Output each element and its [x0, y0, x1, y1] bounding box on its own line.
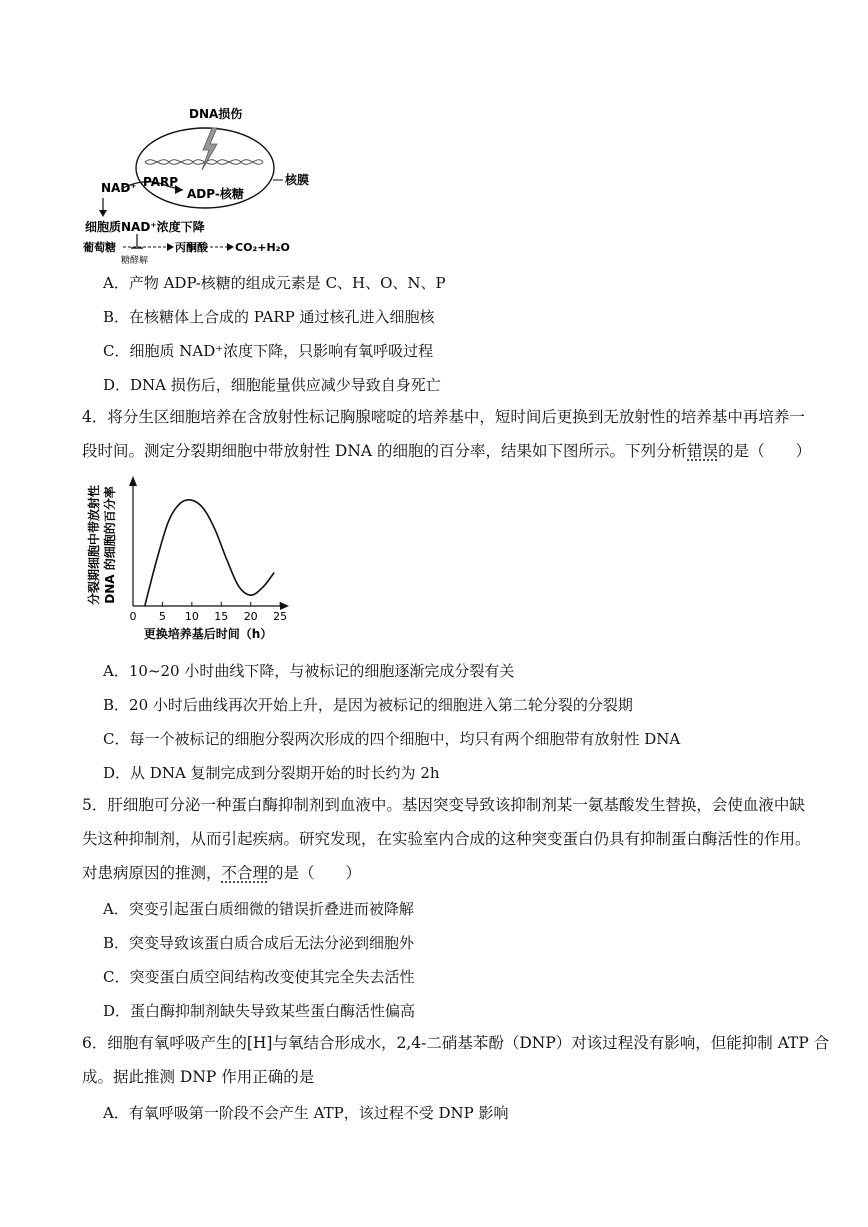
q4-emphasis: 错误	[687, 442, 719, 460]
x-tick-label: 25	[273, 610, 288, 623]
x-tick-label: 10	[184, 610, 199, 623]
q5-stem-line2: 失这种抑制剂，从而引起疾病。研究发现，在实验室内合成的这种突变蛋白仍具有抑制蛋白酶活性的作用。	[82, 830, 811, 848]
pyruvate-label: 丙酮酸	[175, 241, 208, 254]
adp-ribose-label: ADP-核糖	[187, 187, 244, 201]
q4-option-a: A．10~20 小时曲线下降，与被标记的细胞逐渐完成分裂有关	[103, 662, 515, 680]
q3-option-c: C．细胞质 NAD⁺浓度下降，只影响有氧呼吸过程	[103, 342, 434, 360]
x-tick-label: 0	[129, 610, 137, 623]
q5-option-b: B．突变导致该蛋白质合成后无法分泌到细胞外	[103, 934, 415, 952]
y-axis-arrow	[129, 476, 137, 486]
q4-stem-line1: 4．将分生区细胞培养在含放射性标记胸腺嘧啶的培养基中，短时间后更换到无放射性的培养基中再培养一	[82, 408, 805, 426]
chart-ylabel-line2: DNA 的细胞的百分率	[103, 486, 117, 604]
dna-damage-label: DNA损伤	[189, 107, 243, 121]
q6-stem-line2: 成。据此推测 DNP 作用正确的是	[82, 1068, 315, 1086]
chart-xlabel: 更换培养基后时间（h）	[143, 627, 273, 641]
x-tick-label: 15	[214, 610, 229, 623]
parp-label: PARP	[143, 175, 179, 189]
q3-option-b: B．在核糖体上合成的 PARP 通过核孔进入细胞核	[103, 308, 435, 326]
glycolysis-label: 糖酵解	[121, 256, 149, 266]
q6-stem-line1: 6．细胞有氧呼吸产生的[H]与氧结合形成水，2,4-二硝基苯酚（DNP）对该过程没有影响，但能抑制 ATP 合	[82, 1034, 830, 1052]
chart-ylabel-line1: 分裂期细胞中带放射性	[87, 484, 101, 606]
x-axis-arrow	[280, 602, 289, 610]
q4-option-d: D．从 DNA 复制完成到分裂期开始的时长约为 2h	[103, 764, 440, 782]
q5-stem-line3: 对患病原因的推测，不合理的是（ ）	[82, 864, 362, 882]
nad-label: NAD⁺	[101, 181, 137, 195]
q4-option-b: B．20 小时后曲线再次开始上升，是因为被标记的细胞进入第二轮分裂的分裂期	[103, 696, 633, 714]
q4-option-c: C．每一个被标记的细胞分裂两次形成的四个细胞中，均只有两个细胞带有放射性 DNA	[103, 730, 681, 748]
x-tick-label: 5	[158, 610, 166, 623]
products-label: CO₂+H₂O	[235, 241, 290, 254]
parp-pathway-diagram	[83, 100, 355, 266]
glucose-label: 葡萄糖	[83, 241, 116, 254]
q5-option-d: D．蛋白酶抑制剂缺失导致某些蛋白酶活性偏高	[103, 1002, 416, 1020]
q4-stem-line2: 段时间。测定分裂期细胞中带放射性 DNA 的细胞的百分率，结果如下图所示。下列分析错误的是（ ）	[82, 442, 812, 460]
q5-option-a: A．突变引起蛋白质细微的错误折叠进而被降解	[103, 900, 414, 918]
x-tick-label: 20	[243, 610, 258, 623]
cyto-nad-label: 细胞质NAD⁺浓度下降	[85, 220, 205, 234]
q5-option-c: C．突变蛋白质空间结构改变使其完全失去活性	[103, 968, 415, 986]
membrane-label: 核膜	[285, 173, 310, 187]
q5-emphasis: 不合理	[221, 864, 269, 882]
q3-option-d: D．DNA 损伤后，细胞能量供应减少导致自身死亡	[103, 376, 441, 394]
q6-option-a: A．有氧呼吸第一阶段不会产生 ATP，该过程不受 DNP 影响	[103, 1104, 509, 1122]
q5-stem-line1: 5．肝细胞可分泌一种蛋白酶抑制剂到血液中。基因突变导致该抑制剂某一氨基酸发生替换，会使血液中缺	[82, 796, 805, 814]
q4-line-chart	[80, 470, 300, 650]
q3-option-a: A．产物 ADP-核糖的组成元素是 C、H、O、N、P	[103, 274, 446, 292]
chart-series-line	[145, 500, 274, 606]
